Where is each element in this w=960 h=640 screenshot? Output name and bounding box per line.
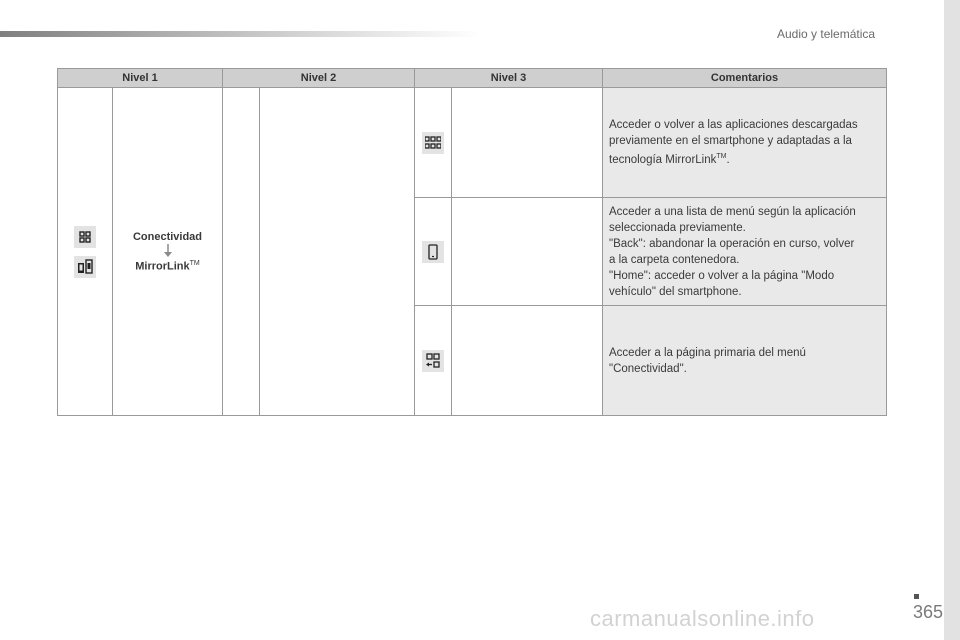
section-title: Audio y telemática (777, 27, 876, 41)
comment-line (609, 149, 878, 168)
comment-line: seleccionada previamente. (609, 221, 746, 234)
column-header-nivel-2: Nivel 2 (223, 69, 415, 88)
level3-icon-cell (415, 198, 452, 306)
column-header-comentarios: Comentarios (603, 69, 887, 88)
comment-cell (603, 88, 887, 198)
trademark-symbol: TM (716, 153, 727, 161)
page-number: 365 (913, 602, 944, 622)
arrow-down-icon (163, 244, 173, 258)
comment-end: . (726, 153, 730, 166)
comment-line: "Conectividad". (609, 362, 687, 375)
page-edge-band (944, 0, 960, 640)
menu-table (57, 68, 887, 416)
mirrorlink-text: MirrorLink (135, 260, 190, 273)
comment-line: Acceder a la página primaria del menú (609, 346, 806, 359)
level3-icon-cell (415, 306, 452, 416)
comment-line: a la carpeta contenedora. (609, 253, 740, 266)
level1-icon-cell (58, 88, 113, 416)
comment-line: Acceder o volver a las aplicaciones descargadas (609, 119, 858, 132)
comment-cell (603, 198, 887, 306)
comment-line: vehículo" del smartphone. (609, 285, 742, 298)
comment-line: Acceder a una lista de menú según la aplicación (609, 205, 856, 218)
smartphone-icon (422, 241, 444, 263)
comment-line: previamente en el smartphone y adaptadas a la (609, 135, 852, 148)
level1-label-cell (113, 88, 223, 416)
level1-conectividad-label: Conectividad (132, 230, 203, 243)
level2-icon-cell (223, 88, 260, 416)
watermark: carmanualsonline.info (590, 606, 815, 631)
column-header-nivel-1: Nivel 1 (58, 69, 223, 88)
level3-icon-cell (415, 88, 452, 198)
level3-label-cell (452, 198, 603, 306)
apps-grid-icon (422, 132, 444, 154)
table-row (58, 88, 887, 198)
comment-line: "Home": acceder o volver a la página "Modo (609, 269, 835, 282)
apps-grid-icon (74, 226, 96, 248)
comment-line: "Back": abandonar la operación en curso, volver (609, 237, 855, 250)
header-gradient-bar (0, 31, 480, 37)
comment-cell (603, 306, 887, 416)
mirrorlink-phone-icon (74, 256, 96, 278)
level3-label-cell (452, 306, 603, 416)
level2-label-cell (260, 88, 415, 416)
page-marker (914, 594, 919, 599)
column-header-nivel-3: Nivel 3 (415, 69, 603, 88)
level3-label-cell (452, 88, 603, 198)
table-header-row (58, 69, 887, 88)
back-to-menu-icon (422, 350, 444, 372)
level1-mirrorlink-label (113, 260, 222, 273)
comment-text: tecnología MirrorLink (609, 153, 717, 166)
trademark-symbol: TM (189, 259, 200, 267)
